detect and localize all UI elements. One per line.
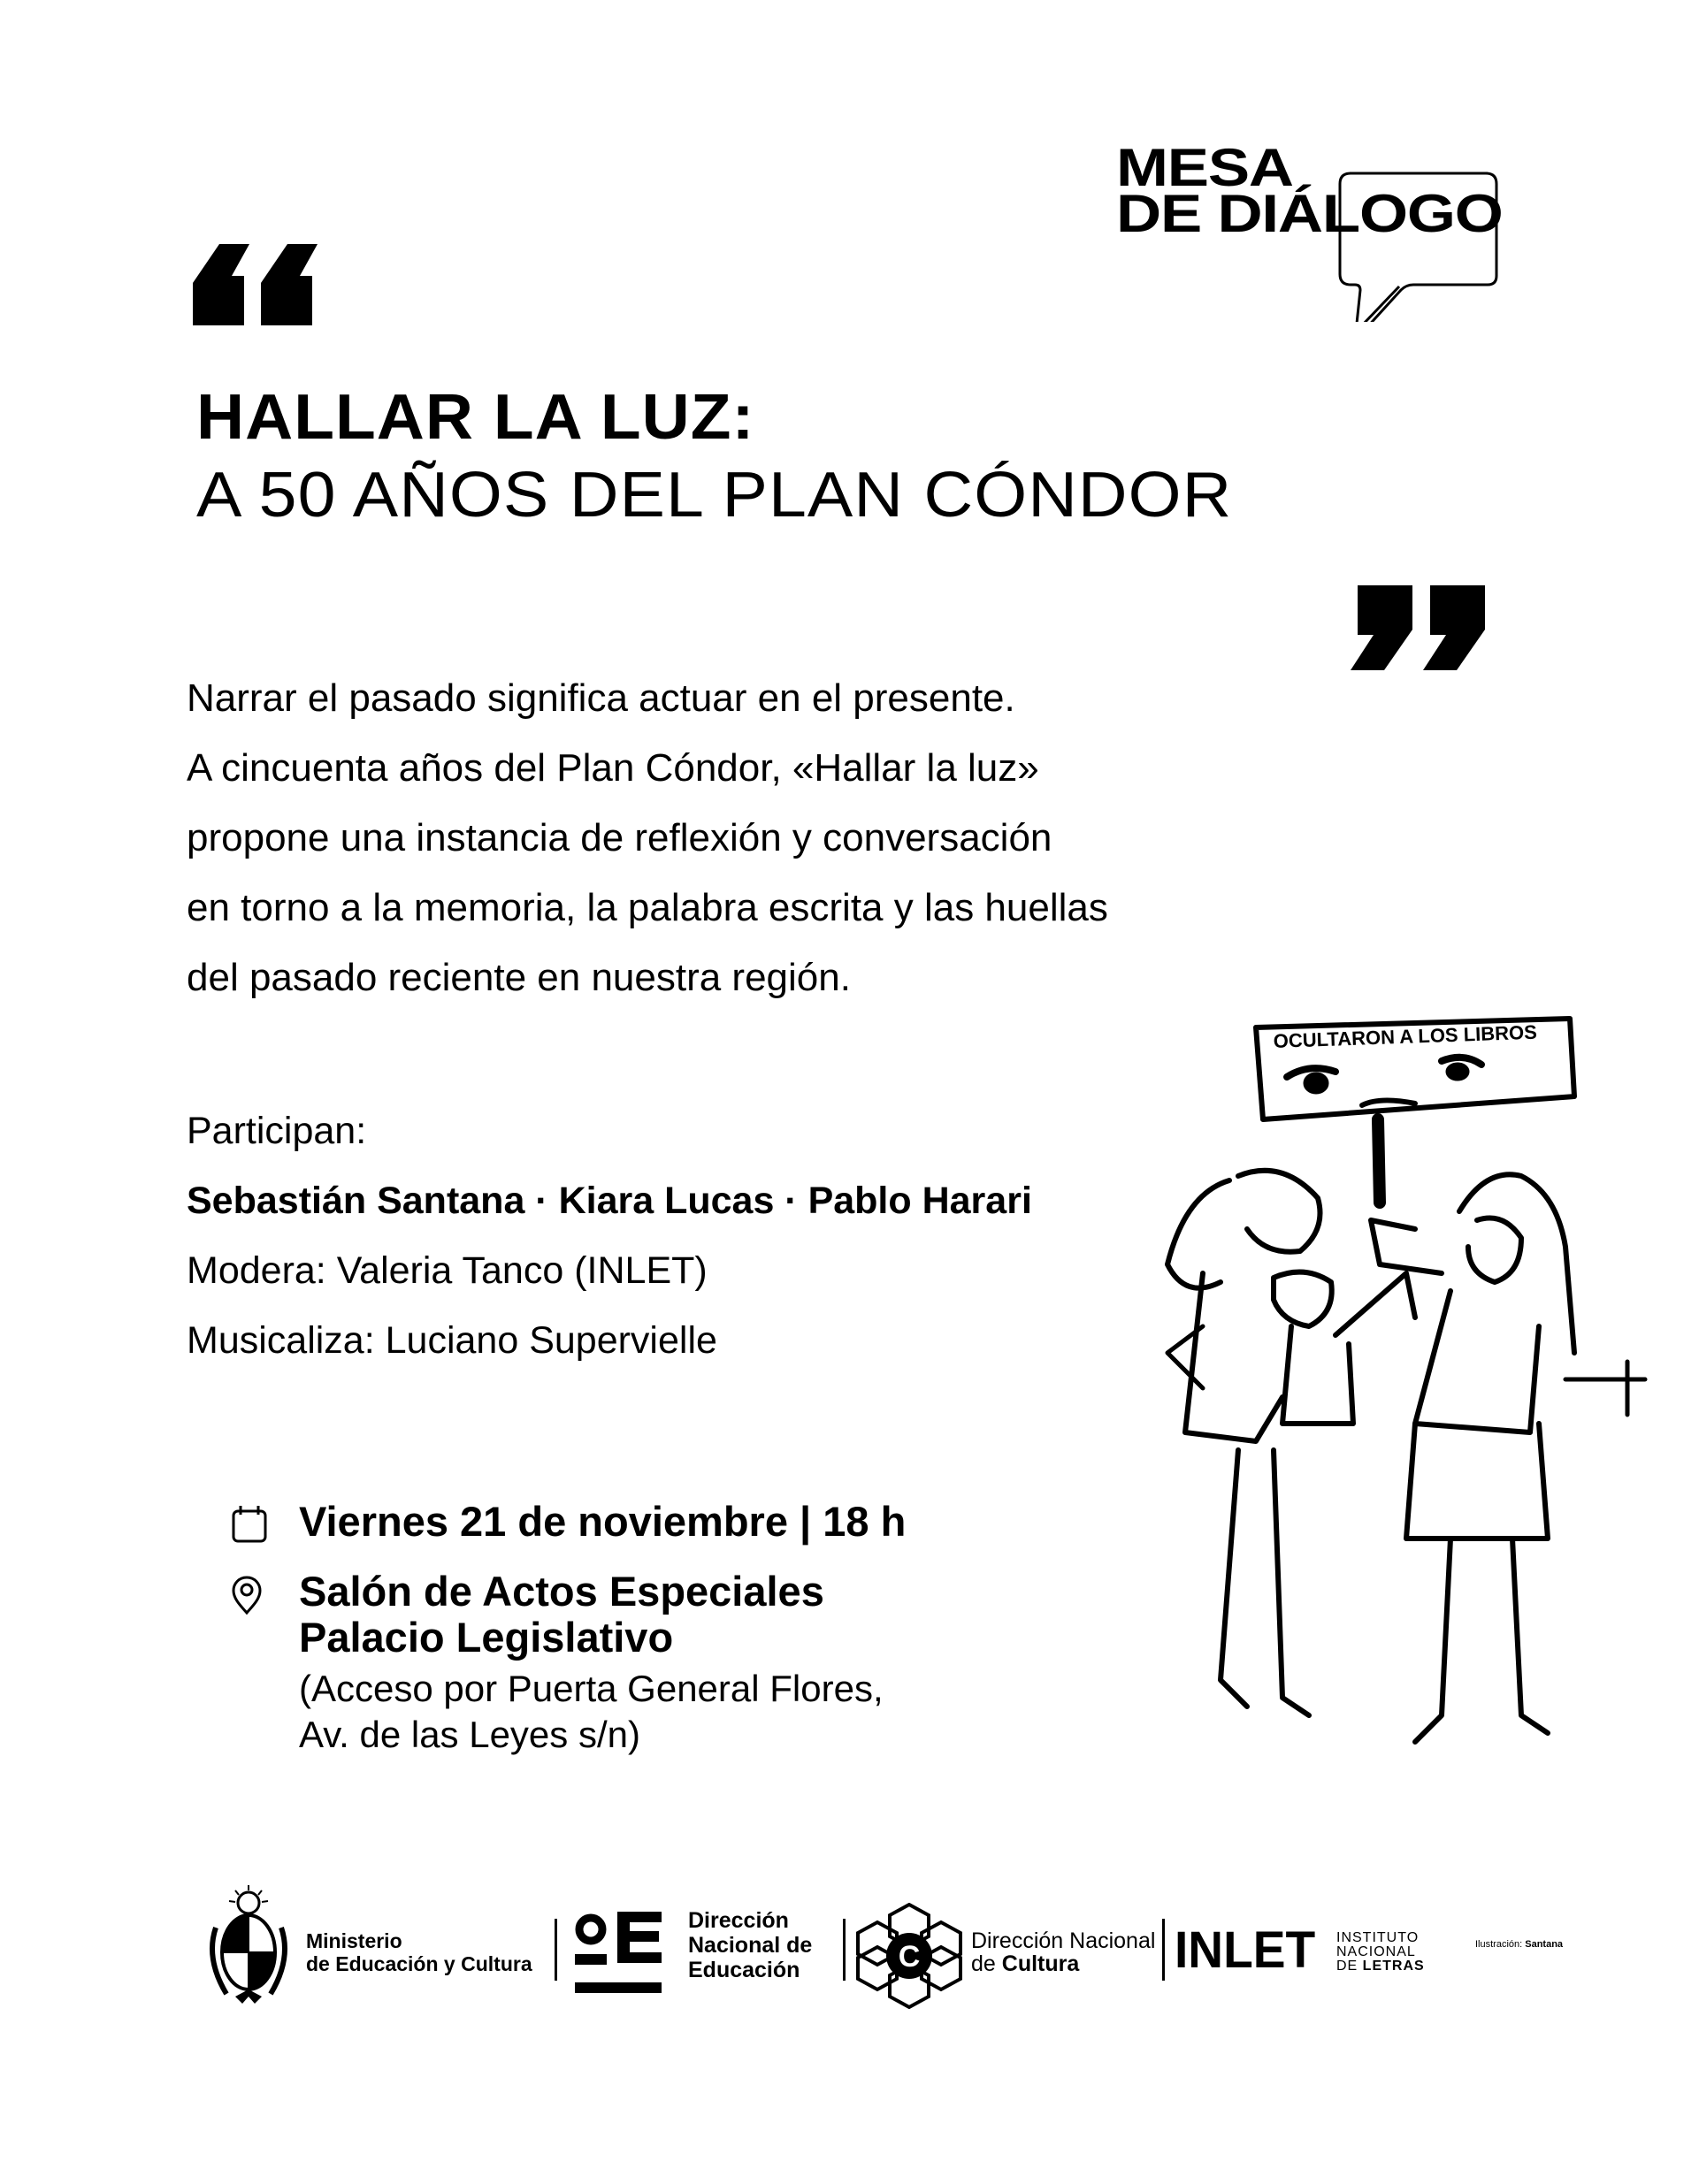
description-line: A cincuenta años del Plan Cóndor, «Hallar la luz» <box>187 746 1039 790</box>
event-date: Viernes 21 de noviembre | 18 h <box>299 1498 907 1545</box>
sign-text: OCULTARON A LOS LIBROS <box>1273 1020 1538 1052</box>
event-title <box>196 380 1233 536</box>
title-line2: A 50 AÑOS DEL PLAN CÓNDOR <box>196 460 1233 531</box>
badge-line2: DE DIÁLOGO <box>1116 184 1503 243</box>
mesa-de-dialogo-badge <box>1116 138 1541 322</box>
logo-divider <box>1162 1919 1165 1981</box>
access-line1: (Acceso por Puerta General Flores, <box>299 1668 884 1709</box>
inlet-acronym: INLET <box>1175 1921 1316 1979</box>
participants-names: Sebastián Santana · Kiara Lucas · Pablo Harari <box>187 1180 1032 1222</box>
event-info <box>232 1499 906 1758</box>
description-line: del pasado reciente en nuestra región. <box>187 956 851 999</box>
dnc-name: Dirección Nacional de Cultura <box>971 1928 1156 1976</box>
title-line1: HALLAR LA LUZ: <box>196 382 755 453</box>
participants-label: Participan: <box>187 1110 367 1152</box>
venue-line1: Salón de Actos Especiales <box>299 1568 824 1615</box>
dnc-hexagon-logo-icon <box>856 1903 962 2013</box>
music: Musicaliza: Luciano Supervielle <box>187 1319 717 1362</box>
description-line: Narrar el pasado significa actuar en el presente. <box>187 676 1015 720</box>
description <box>187 663 1425 1012</box>
access-line2: Av. de las Leyes s/n) <box>299 1714 640 1755</box>
logo-divider <box>555 1919 557 1981</box>
participants-section <box>187 1096 1032 1376</box>
description-line: propone una instancia de reflexión y conversación <box>187 816 1052 859</box>
sponsor-logos <box>200 1883 1571 2016</box>
calendar-icon <box>232 1499 299 1547</box>
logo-divider <box>843 1919 846 1981</box>
dne-logo-icon <box>575 1912 662 2000</box>
protest-illustration <box>1150 1008 1680 1892</box>
description-line: en torno a la memoria, la palabra escrita y las huellas <box>187 886 1108 929</box>
mec-name: Ministerio de Educación y Cultura <box>306 1929 532 1975</box>
badge-line1: MESA <box>1116 138 1293 197</box>
dne-name: Dirección Nacional de Educación <box>688 1908 813 1982</box>
location-pin-icon <box>232 1569 299 1619</box>
svg-text:C: C <box>898 1940 921 1974</box>
uruguay-coat-of-arms-icon <box>200 1883 297 2012</box>
open-quote-icon <box>193 244 321 332</box>
moderator: Modera: Valeria Tanco (INLET) <box>187 1249 708 1292</box>
venue-line2: Palacio Legislativo <box>299 1614 674 1661</box>
inlet-name: INSTITUTO NACIONAL DE LETRAS <box>1336 1930 1425 1974</box>
illustration-credit: Ilustración: Santana <box>1475 1939 1564 1950</box>
